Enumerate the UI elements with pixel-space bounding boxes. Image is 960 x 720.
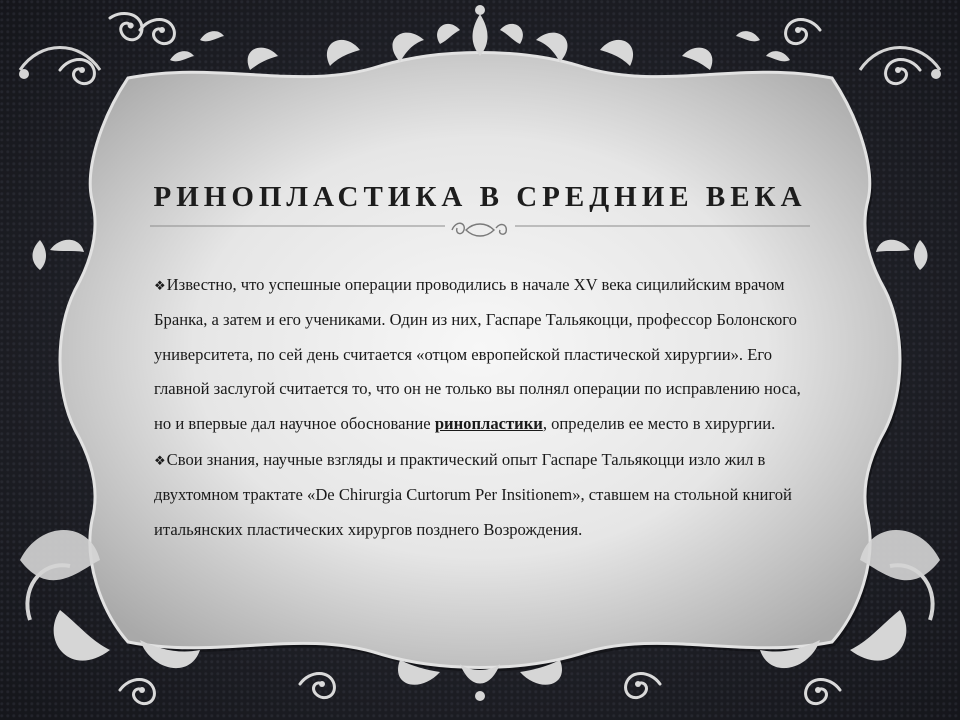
paragraph-1-text: Известно, что успешные операции проводились в начале XV века сицилийским врачом Бранка, а затем и его учениками. Один из них, Гаспаре Тальякоцци, профессор Болонского университета, по сей день считается «отцом европейской пластической хирургии». Его главной заслугой считается то, что он не только вы полнял операции по исправлению носа, но и впервые дал научное обоснование (154, 275, 801, 433)
paragraph-1 (154, 268, 814, 441)
paragraph-1-text-end: , определив ее место в хирургии. (542, 413, 776, 433)
slide-body (154, 268, 814, 549)
diamond-bullet-icon: ❖ (154, 278, 166, 293)
slide-title: РИНОПЛАСТИКА В СРЕДНИЕ ВЕКА (153, 181, 807, 213)
paragraph-2 (154, 443, 814, 547)
diamond-bullet-icon: ❖ (154, 453, 166, 469)
rhinoplasty-link[interactable]: ринопластики (434, 413, 543, 433)
paragraph-2-text: Свои знания, научные взгляды и практический опыт Гаспаре Тальякоцци изло жил в двухтомном трактате «De Chirurgia Curtorum Per Insitionem», ставшем на стольной книгой итальянских пластических хирургов позднего Возрождения. (154, 450, 792, 539)
